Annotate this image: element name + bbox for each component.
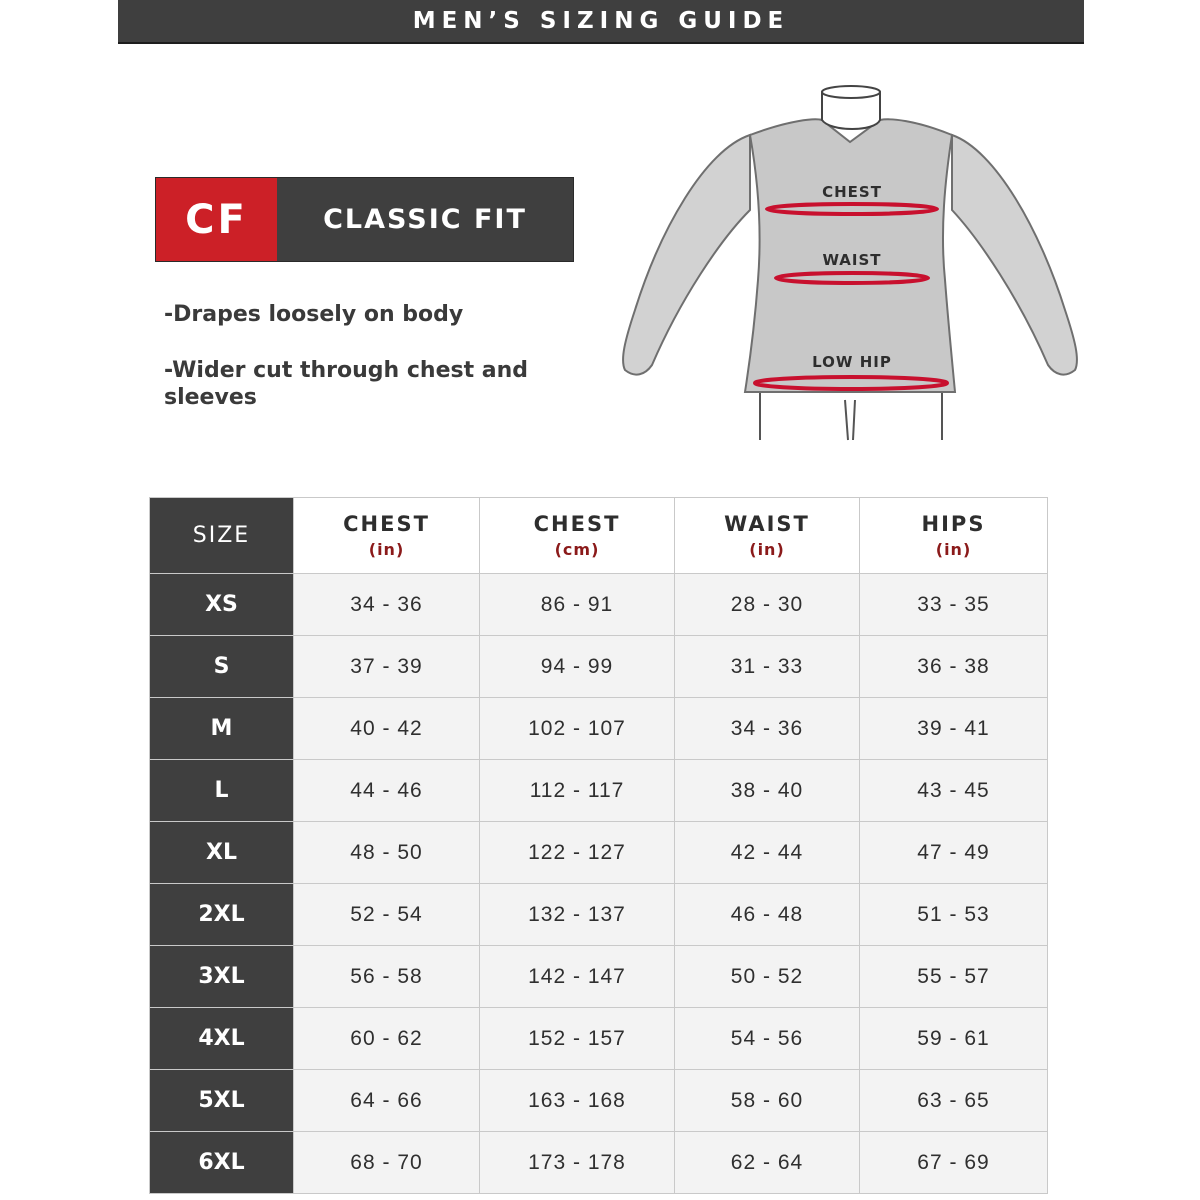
size-label-cell: XL [150, 822, 294, 884]
right-sleeve-shape [952, 135, 1077, 375]
fit-badge [155, 177, 574, 262]
measurement-cell: 152 - 157 [480, 1008, 675, 1070]
measurement-cell: 28 - 30 [675, 574, 860, 636]
measurement-cell: 43 - 45 [860, 760, 1048, 822]
measurement-cell: 51 - 53 [860, 884, 1048, 946]
measurement-cell: 44 - 46 [294, 760, 480, 822]
size-label-cell: L [150, 760, 294, 822]
measurement-cell: 58 - 60 [675, 1070, 860, 1132]
column-header-chest-in [294, 498, 480, 574]
low-hip-label: LOW HIP [812, 353, 892, 371]
measurement-cell: 55 - 57 [860, 946, 1048, 1008]
column-unit: (in) [935, 540, 972, 559]
table-row [150, 1132, 1048, 1194]
measurement-cell: 33 - 35 [860, 574, 1048, 636]
page-title: MEN’S SIZING GUIDE [412, 8, 790, 34]
table-row [150, 1070, 1048, 1132]
measurement-cell: 173 - 178 [480, 1132, 675, 1194]
size-label-cell: 2XL [150, 884, 294, 946]
size-label-cell: 4XL [150, 1008, 294, 1070]
size-label-cell: S [150, 636, 294, 698]
measurement-cell: 102 - 107 [480, 698, 675, 760]
column-name: CHEST [343, 512, 430, 536]
fit-name: CLASSIC FIT [277, 178, 573, 261]
column-name: HIPS [921, 512, 986, 536]
column-header-waist-in [675, 498, 860, 574]
chest-label: CHEST [822, 183, 882, 201]
measurement-cell: 37 - 39 [294, 636, 480, 698]
fit-description-1: -Drapes loosely on body [164, 302, 464, 327]
measurement-cell: 50 - 52 [675, 946, 860, 1008]
column-unit: (cm) [554, 540, 600, 559]
measurement-cell: 68 - 70 [294, 1132, 480, 1194]
size-chart-table [149, 497, 1048, 1194]
table-header-row [150, 498, 1048, 574]
measurement-cell: 132 - 137 [480, 884, 675, 946]
measurement-cell: 38 - 40 [675, 760, 860, 822]
size-label-cell: M [150, 698, 294, 760]
measurement-cell: 86 - 91 [480, 574, 675, 636]
left-sleeve-shape [623, 135, 750, 375]
table-row [150, 1008, 1048, 1070]
column-header-chest-cm [480, 498, 675, 574]
measurement-cell: 34 - 36 [675, 698, 860, 760]
measurement-cell: 36 - 38 [860, 636, 1048, 698]
column-name: WAIST [724, 512, 810, 536]
measurement-cell: 46 - 48 [675, 884, 860, 946]
measurement-cell: 48 - 50 [294, 822, 480, 884]
measurement-cell: 62 - 64 [675, 1132, 860, 1194]
measurement-cell: 54 - 56 [675, 1008, 860, 1070]
column-unit: (in) [368, 540, 405, 559]
measurement-cell: 142 - 147 [480, 946, 675, 1008]
measurement-cell: 47 - 49 [860, 822, 1048, 884]
measurement-cell: 112 - 117 [480, 760, 675, 822]
table-row [150, 946, 1048, 1008]
size-chart-body [150, 574, 1048, 1194]
waist-label: WAIST [822, 251, 882, 269]
size-label-cell: XS [150, 574, 294, 636]
table-row [150, 760, 1048, 822]
measurement-cell: 59 - 61 [860, 1008, 1048, 1070]
size-column-header: SIZE [150, 498, 294, 574]
table-row [150, 698, 1048, 760]
column-name: CHEST [533, 512, 621, 536]
measurement-cell: 34 - 36 [294, 574, 480, 636]
fit-code: CF [156, 178, 277, 261]
measurement-cell: 42 - 44 [675, 822, 860, 884]
table-row [150, 636, 1048, 698]
fit-description-2: -Wider cut through chest and sleeves [164, 358, 529, 410]
measurement-cell: 63 - 65 [860, 1070, 1048, 1132]
size-label-cell: 5XL [150, 1070, 294, 1132]
shirt-measurement-diagram [600, 80, 1100, 450]
column-unit: (in) [749, 540, 785, 559]
measurement-cell: 122 - 127 [480, 822, 675, 884]
measurement-cell: 60 - 62 [294, 1008, 480, 1070]
neck-top [822, 86, 880, 98]
measurement-cell: 163 - 168 [480, 1070, 675, 1132]
size-label-cell: 6XL [150, 1132, 294, 1194]
measurement-cell: 52 - 54 [294, 884, 480, 946]
measurement-cell: 40 - 42 [294, 698, 480, 760]
measurement-cell: 56 - 58 [294, 946, 480, 1008]
measurement-cell: 94 - 99 [480, 636, 675, 698]
legs-outline [760, 385, 942, 440]
measurement-cell: 31 - 33 [675, 636, 860, 698]
measurement-cell: 64 - 66 [294, 1070, 480, 1132]
table-row [150, 884, 1048, 946]
table-row [150, 574, 1048, 636]
title-bar [118, 0, 1084, 44]
column-header-hips-in [860, 498, 1048, 574]
measurement-cell: 39 - 41 [860, 698, 1048, 760]
table-row [150, 822, 1048, 884]
size-label-cell: 3XL [150, 946, 294, 1008]
measurement-cell: 67 - 69 [860, 1132, 1048, 1194]
